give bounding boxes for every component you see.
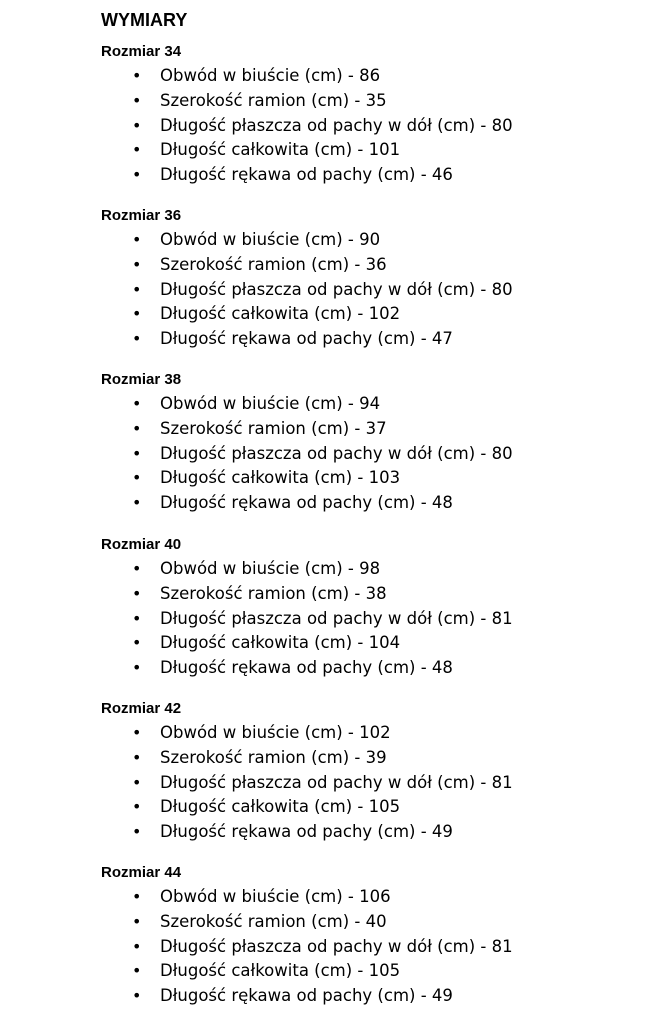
measurement-item — [101, 442, 513, 467]
bullet-icon: • — [132, 772, 142, 792]
measurement-text: Obwód w biuście (cm) - 102 — [160, 723, 391, 742]
measurement-item — [101, 466, 513, 491]
measurement-item — [101, 959, 513, 984]
size-section — [101, 43, 513, 188]
bullet-icon: • — [132, 394, 142, 413]
measurement-list — [101, 64, 513, 188]
measurement-item — [101, 138, 513, 163]
bullet-icon: • — [132, 140, 142, 160]
measurement-list — [101, 228, 513, 352]
measurement-item — [101, 582, 513, 607]
bullet-icon: • — [132, 936, 142, 956]
bullet-icon: • — [132, 911, 142, 931]
size-section — [101, 536, 513, 681]
measurement-text: Obwód w biuście (cm) - 94 — [160, 394, 381, 413]
size-section — [101, 700, 513, 845]
bullet-icon: • — [132, 658, 142, 678]
measurement-item — [101, 327, 513, 352]
bullet-icon: • — [132, 493, 142, 513]
size-section — [101, 371, 513, 516]
bullet-icon: • — [132, 115, 142, 135]
measurement-item — [101, 607, 513, 632]
measurement-text: Długość rękawa od pachy (cm) - 47 — [160, 329, 453, 349]
bullet-icon: • — [132, 961, 142, 981]
measurement-text: Długość rękawa od pachy (cm) - 49 — [160, 986, 453, 1006]
size-section — [101, 864, 513, 1009]
measurement-list — [101, 885, 513, 1009]
bullet-icon: • — [132, 66, 142, 85]
section-heading: Rozmiar 36 — [101, 207, 182, 224]
measurement-text: Długość płaszcza od pachy w dół (cm) - 81 — [160, 936, 513, 956]
measurement-item — [101, 885, 513, 910]
bullet-icon: • — [132, 822, 142, 842]
measurement-text: Obwód w biuście (cm) - 90 — [160, 230, 381, 249]
section-heading: Rozmiar 34 — [101, 43, 182, 60]
measurement-item — [101, 721, 513, 746]
page-title: WYMIARY — [101, 10, 188, 30]
measurement-item — [101, 910, 513, 935]
measurement-list — [101, 392, 513, 516]
bullet-icon: • — [132, 329, 142, 349]
measurement-text: Długość rękawa od pachy (cm) - 48 — [160, 493, 453, 513]
measurement-list — [101, 557, 513, 681]
measurement-item — [101, 163, 513, 188]
measurement-item — [101, 984, 513, 1009]
measurement-text: Długość całkowita (cm) - 105 — [160, 797, 401, 817]
bullet-icon: • — [132, 304, 142, 324]
measurement-item — [101, 795, 513, 820]
bullet-icon: • — [132, 279, 142, 299]
bullet-icon: • — [132, 608, 142, 628]
measurement-list — [101, 721, 513, 845]
bullet-icon: • — [132, 254, 142, 274]
section-heading: Rozmiar 40 — [101, 536, 182, 553]
measurement-text: Szerokość ramion (cm) - 37 — [160, 418, 387, 438]
measurement-text: Obwód w biuście (cm) - 86 — [160, 66, 381, 85]
bullet-icon: • — [132, 723, 142, 742]
section-heading: Rozmiar 42 — [101, 700, 182, 717]
measurement-item — [101, 114, 513, 139]
measurement-text: Długość płaszcza od pachy w dół (cm) - 80 — [160, 443, 513, 463]
measurement-item — [101, 417, 513, 442]
measurement-text: Szerokość ramion (cm) - 40 — [160, 911, 387, 931]
measurement-item — [101, 631, 513, 656]
measurement-item — [101, 64, 513, 89]
measurement-text: Długość płaszcza od pachy w dół (cm) - 81 — [160, 772, 513, 792]
measurement-text: Długość rękawa od pachy (cm) - 48 — [160, 658, 453, 678]
measurement-text: Szerokość ramion (cm) - 36 — [160, 254, 387, 274]
bullet-icon: • — [132, 90, 142, 110]
section-heading: Rozmiar 44 — [101, 864, 182, 881]
measurement-item — [101, 278, 513, 303]
bullet-icon: • — [132, 468, 142, 488]
measurement-text: Szerokość ramion (cm) - 38 — [160, 583, 387, 603]
measurement-item — [101, 771, 513, 796]
measurement-item — [101, 253, 513, 278]
measurement-text: Długość płaszcza od pachy w dół (cm) - 81 — [160, 608, 513, 628]
measurement-item — [101, 392, 513, 417]
bullet-icon: • — [132, 443, 142, 463]
measurement-text: Szerokość ramion (cm) - 35 — [160, 90, 387, 110]
bullet-icon: • — [132, 418, 142, 438]
measurement-text: Obwód w biuście (cm) - 98 — [160, 559, 381, 578]
measurement-text: Długość całkowita (cm) - 105 — [160, 961, 401, 981]
bullet-icon: • — [132, 583, 142, 603]
measurement-text: Długość rękawa od pachy (cm) - 49 — [160, 822, 453, 842]
measurement-text: Szerokość ramion (cm) - 39 — [160, 747, 387, 767]
measurement-item — [101, 746, 513, 771]
measurement-text: Długość płaszcza od pachy w dół (cm) - 80 — [160, 279, 513, 299]
measurement-text: Długość całkowita (cm) - 101 — [160, 140, 401, 160]
measurement-item — [101, 656, 513, 681]
bullet-icon: • — [132, 230, 142, 249]
measurement-text: Obwód w biuście (cm) - 106 — [160, 887, 391, 906]
section-heading: Rozmiar 38 — [101, 371, 182, 388]
bullet-icon: • — [132, 986, 142, 1006]
measurement-item — [101, 228, 513, 253]
measurement-item — [101, 491, 513, 516]
size-section — [101, 207, 513, 352]
bullet-icon: • — [132, 887, 142, 906]
measurement-item — [101, 557, 513, 582]
bullet-icon: • — [132, 633, 142, 653]
bullet-icon: • — [132, 165, 142, 185]
bullet-icon: • — [132, 747, 142, 767]
bullet-icon: • — [132, 797, 142, 817]
measurement-item — [101, 302, 513, 327]
bullet-icon: • — [132, 559, 142, 578]
measurement-item — [101, 89, 513, 114]
measurement-item — [101, 935, 513, 960]
size-chart-document — [101, 8, 641, 1006]
measurement-text: Długość całkowita (cm) - 103 — [160, 468, 401, 488]
measurement-text: Długość rękawa od pachy (cm) - 46 — [160, 165, 453, 185]
measurement-text: Długość całkowita (cm) - 104 — [160, 633, 401, 653]
measurement-item — [101, 820, 513, 845]
measurement-text: Długość płaszcza od pachy w dół (cm) - 80 — [160, 115, 513, 135]
measurement-text: Długość całkowita (cm) - 102 — [160, 304, 401, 324]
